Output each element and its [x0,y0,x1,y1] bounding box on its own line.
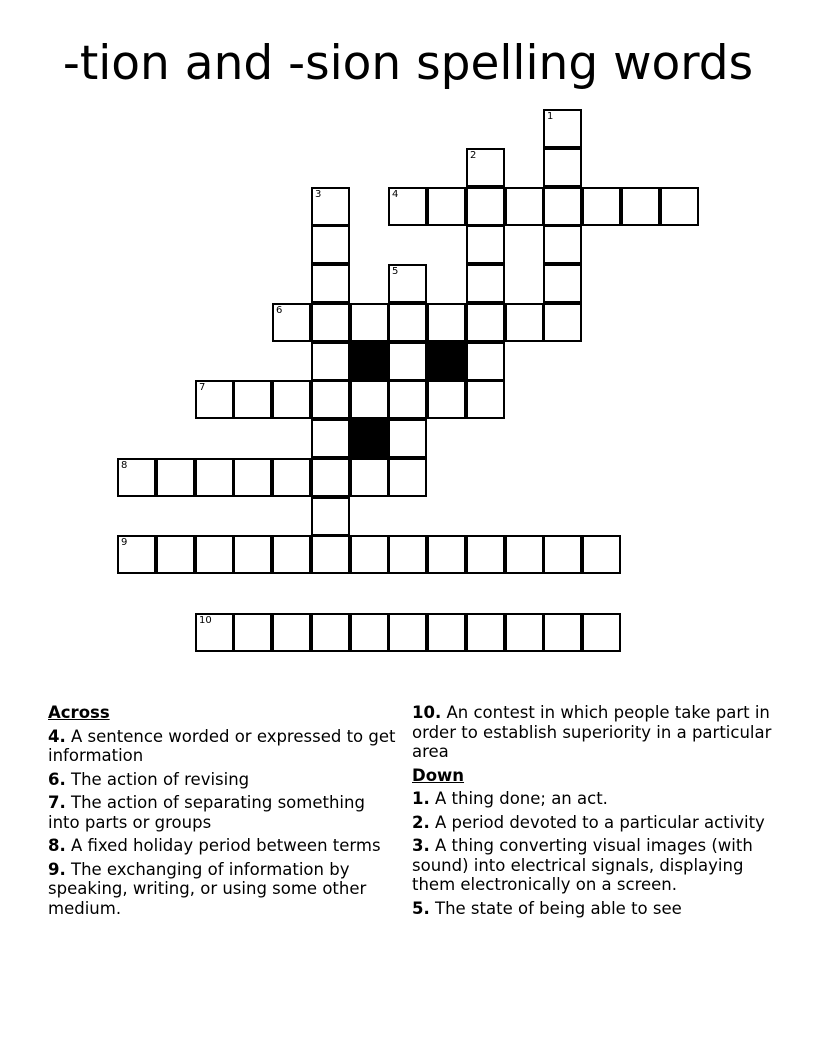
clues-left-column [48,703,398,922]
clue-text: The state of being able to see [435,898,682,918]
clue-number: 8. [48,836,66,855]
grid-cell[interactable] [466,264,505,303]
grid-cell[interactable] [543,187,582,226]
grid-cell[interactable] [350,303,389,342]
grid-cell[interactable] [388,535,427,574]
grid-cell[interactable] [388,342,427,381]
grid-cell[interactable] [117,535,156,574]
grid-cell[interactable] [156,535,195,574]
clue-number: 3. [412,836,430,855]
grid-cell[interactable] [195,458,234,497]
grid-cell[interactable] [117,458,156,497]
grid-cell[interactable] [466,380,505,419]
clue-text: A sentence worded or expressed to get information [48,726,396,765]
grid-cell[interactable] [505,535,544,574]
grid-cell[interactable] [505,613,544,652]
clue-text: The exchanging of information by speaking, writing, or using some other medium. [48,859,367,918]
grid-cell[interactable] [388,458,427,497]
cell-number: 5 [392,266,399,277]
grid-cell[interactable] [311,187,350,226]
grid-cell[interactable] [427,613,466,652]
grid-cell[interactable] [466,187,505,226]
across-clue-4[interactable] [48,727,398,766]
grid-cell[interactable] [311,419,350,458]
grid-cell[interactable] [660,187,699,226]
cell-number: 10 [199,615,212,626]
clue-text: A period devoted to a particular activity [435,812,765,832]
grid-cell[interactable] [427,380,466,419]
grid-cell[interactable] [543,264,582,303]
grid-cell[interactable] [272,613,311,652]
clue-number: 2. [412,812,430,832]
grid-cell[interactable] [543,303,582,342]
cell-number: 8 [121,460,128,471]
grid-cell[interactable] [195,613,234,652]
grid-cell[interactable] [621,187,660,226]
grid-cell[interactable] [233,458,272,497]
grid-cell[interactable] [466,303,505,342]
clue-text: A fixed holiday period between terms [71,836,381,855]
clue-text: A thing converting visual images (with sound) into electrical signals, displaying them electronically on a screen. [412,836,753,894]
clue-text: A thing done; an act. [435,789,608,808]
grid-cell[interactable] [272,380,311,419]
grid-block [350,342,389,381]
cell-number: 3 [315,189,322,200]
grid-cell[interactable] [233,380,272,419]
across-clue-8[interactable] [48,836,398,856]
grid-cell[interactable] [233,535,272,574]
cell-number: 4 [392,189,399,200]
grid-cell[interactable] [156,458,195,497]
grid-cell[interactable] [427,187,466,226]
cell-number: 2 [470,150,477,161]
grid-block [350,419,389,458]
grid-cell[interactable] [311,458,350,497]
grid-cell[interactable] [388,380,427,419]
page-title: -tion and -sion spelling words [62,36,754,91]
grid-cell[interactable] [543,613,582,652]
cell-number: 7 [199,382,206,393]
clue-number: 4. [48,726,66,746]
grid-cell[interactable] [311,342,350,381]
grid-cell[interactable] [427,535,466,574]
grid-cell[interactable] [311,303,350,342]
clue-number: 9. [48,859,66,879]
grid-cell[interactable] [543,148,582,187]
grid-cell[interactable] [272,458,311,497]
cell-number: 6 [276,305,283,316]
grid-cell[interactable] [388,303,427,342]
clue-number: 7. [48,793,66,812]
grid-cell[interactable] [311,613,350,652]
across-clue-7[interactable] [48,793,398,832]
down-heading: Down [412,765,465,785]
grid-cell[interactable] [233,613,272,652]
grid-cell[interactable] [505,303,544,342]
clue-number: 5. [412,898,430,918]
down-clue-2[interactable] [412,813,772,833]
grid-cell[interactable] [195,535,234,574]
cell-number: 9 [121,537,128,548]
grid-cell[interactable] [466,342,505,381]
down-clue-5[interactable] [412,899,772,919]
grid-cell[interactable] [311,225,350,264]
grid-cell[interactable] [582,535,621,574]
clue-text: The action of separating something into parts or groups [48,793,365,832]
grid-cell[interactable] [350,380,389,419]
grid-cell[interactable] [311,535,350,574]
grid-cell[interactable] [543,225,582,264]
grid-cell[interactable] [582,187,621,226]
grid-cell[interactable] [350,458,389,497]
grid-cell[interactable] [582,613,621,652]
across-heading: Across [48,703,110,722]
down-clue-1[interactable] [412,789,772,809]
grid-cell[interactable] [311,380,350,419]
clue-number: 6. [48,769,66,789]
across-clue-10[interactable] [412,703,772,762]
grid-cell[interactable] [543,535,582,574]
grid-cell[interactable] [427,303,466,342]
grid-cell[interactable] [388,419,427,458]
grid-cell[interactable] [466,225,505,264]
across-clue-6[interactable] [48,770,398,790]
grid-cell[interactable] [272,535,311,574]
grid-cell[interactable] [466,535,505,574]
clue-text: An contest in which people take part in order to establish superiority in a particular area [412,703,772,761]
grid-cell[interactable] [388,264,427,303]
grid-cell[interactable] [350,535,389,574]
down-clue-3[interactable] [412,836,772,895]
clue-text: The action of revising [71,769,250,789]
grid-cell[interactable] [466,148,505,187]
across-clue-9[interactable] [48,860,398,919]
grid-cell[interactable] [272,303,311,342]
grid-block [427,342,466,381]
grid-cell[interactable] [350,613,389,652]
grid-cell[interactable] [388,613,427,652]
grid-cell[interactable] [466,613,505,652]
clue-number: 1. [412,789,430,808]
clues-right-column [412,703,772,922]
grid-cell[interactable] [388,187,427,226]
grid-cell[interactable] [311,264,350,303]
grid-cell[interactable] [311,497,350,536]
grid-cell[interactable] [505,187,544,226]
grid-cell[interactable] [195,380,234,419]
cell-number: 1 [547,111,554,122]
clue-number: 10. [412,703,442,722]
grid-cell[interactable] [543,109,582,148]
